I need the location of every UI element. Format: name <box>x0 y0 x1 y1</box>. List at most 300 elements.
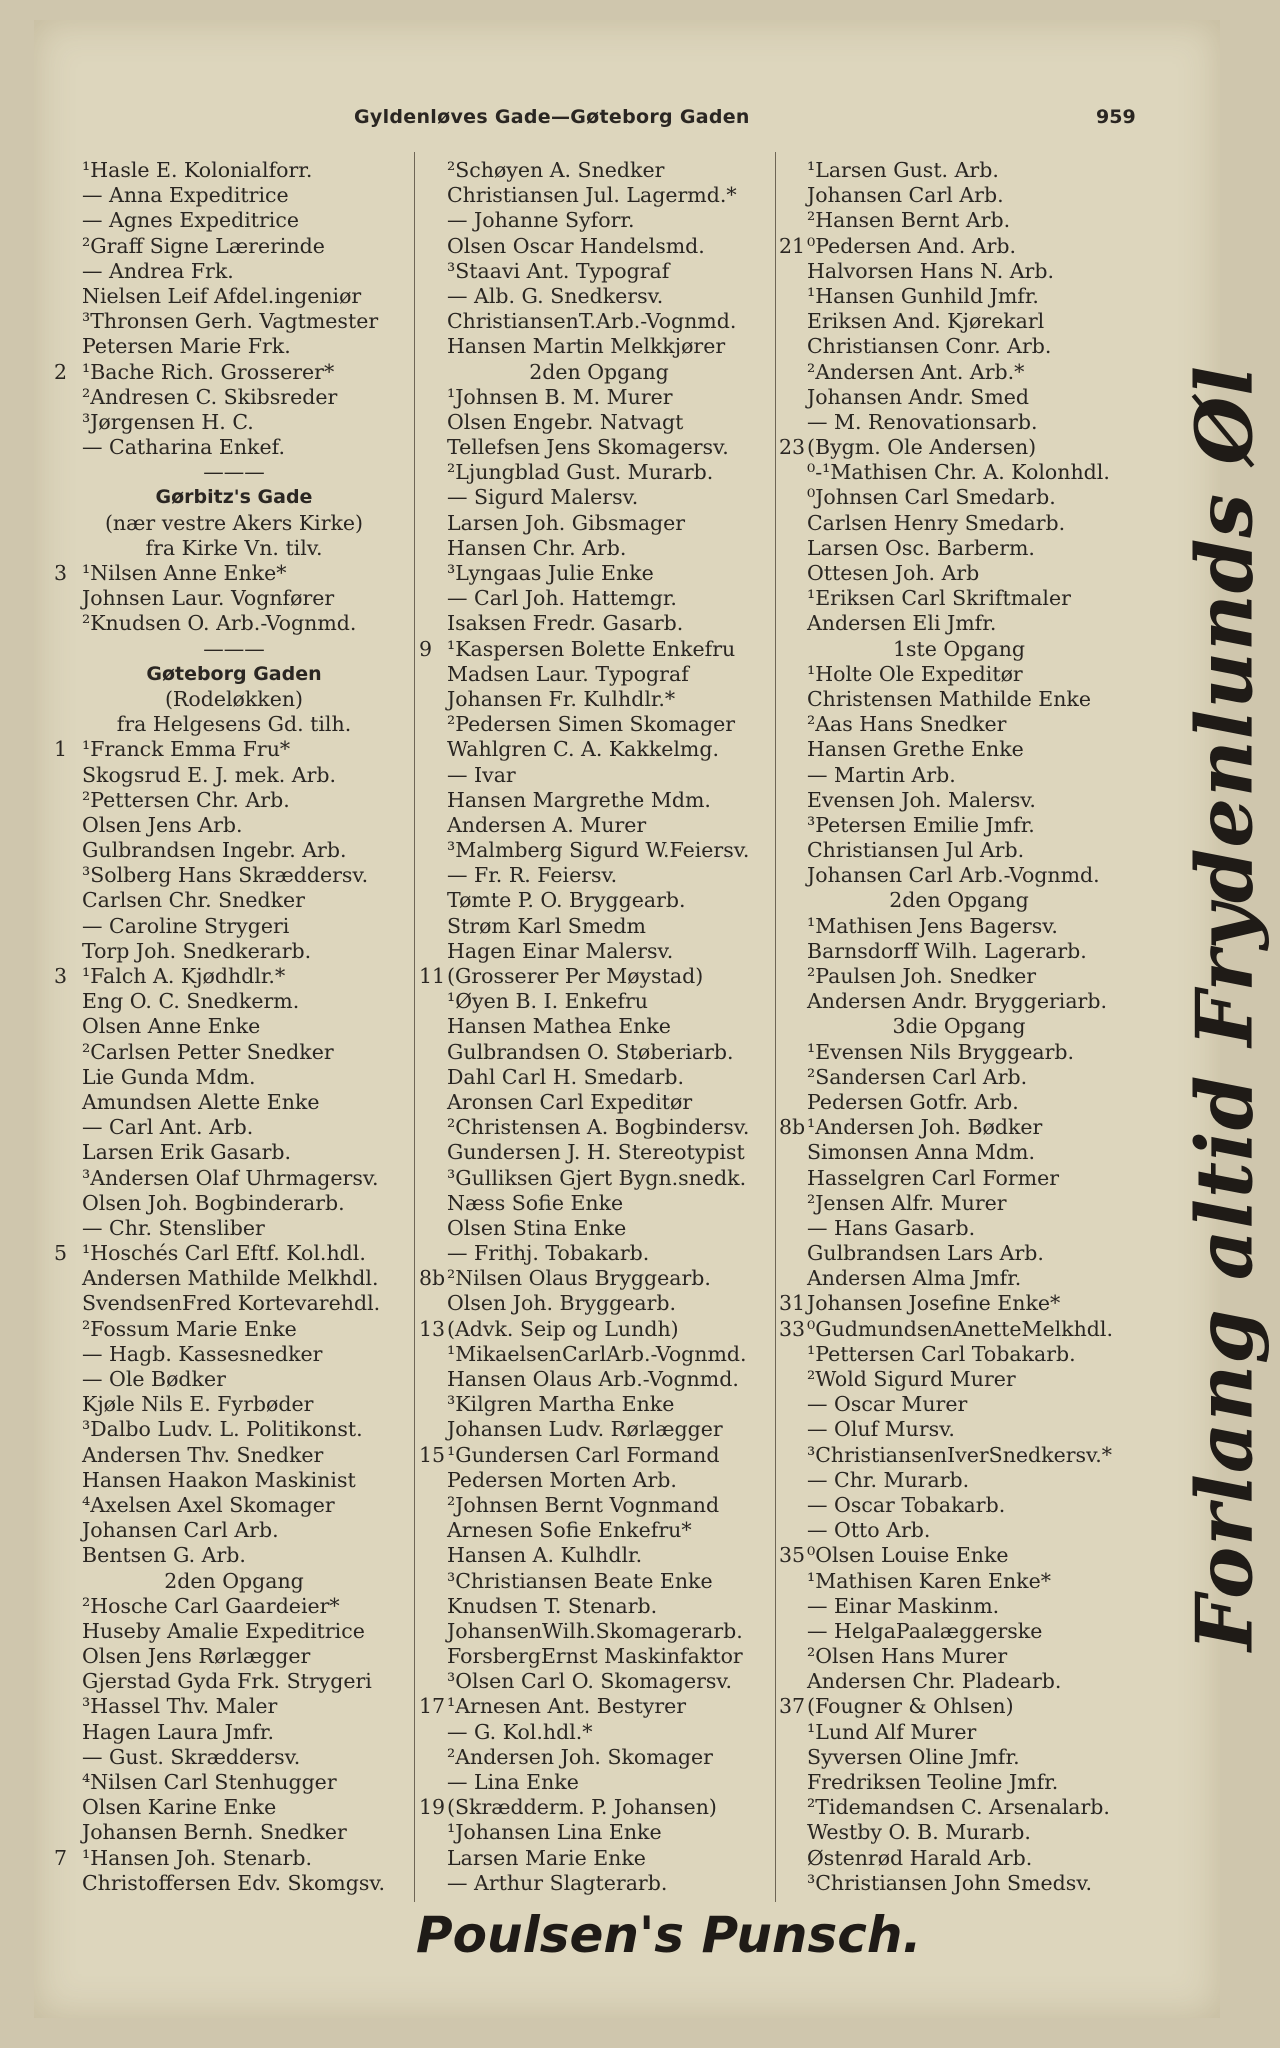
column-divider <box>414 152 415 1902</box>
directory-entry <box>419 939 779 964</box>
directory-entry <box>54 1720 414 1745</box>
resident-entry: Christensen Mathilde Enke <box>807 686 1091 711</box>
directory-entry <box>54 1317 414 1342</box>
directory-entry <box>419 611 779 636</box>
directory-entry <box>419 838 779 863</box>
page-header <box>34 82 1220 128</box>
directory-entry <box>54 1090 414 1115</box>
resident-entry: Christiansen Jul Arb. <box>807 838 1025 863</box>
directory-entry <box>779 1720 1139 1745</box>
directory-column-1 <box>54 158 414 1910</box>
directory-entry <box>419 385 779 410</box>
resident-entry: ¹Larsen Gust. Arb. <box>807 158 999 182</box>
directory-entry <box>779 637 1139 662</box>
directory-entry <box>779 1317 1139 1342</box>
resident-entry: (Fougner & Ohlsen) <box>807 1694 1014 1719</box>
resident-entry: ³Gulliksen Gjert Bygn.snedk. <box>447 1165 747 1190</box>
resident-entry: ²Fossum Marie Enke <box>82 1316 297 1341</box>
resident-entry: Olsen Joh. Bryggearb. <box>447 1291 677 1316</box>
directory-entry <box>54 637 414 662</box>
directory-entry <box>779 1443 1139 1468</box>
page-number: 959 <box>1096 106 1136 128</box>
resident-entry: Olsen Jens Arb. <box>82 812 243 837</box>
resident-entry: Olsen Engebr. Natvagt <box>447 409 684 434</box>
resident-entry: Gulbrandsen Lars Arb. <box>807 1241 1044 1266</box>
resident-entry: ¹Evensen Nils Bryggearb. <box>807 1039 1075 1064</box>
resident-entry: Amundsen Alette Enke <box>82 1089 320 1114</box>
resident-entry: Christoffersen Edv. Skomgsv. <box>82 1870 386 1895</box>
directory-entry <box>779 1820 1139 1845</box>
resident-entry: ForsbergErnst Maskinfaktor <box>447 1644 743 1669</box>
directory-entry <box>54 1266 414 1291</box>
resident-entry: Knudsen T. Stenarb. <box>447 1593 658 1618</box>
directory-entry <box>419 1342 779 1367</box>
resident-entry: Petersen Marie Frk. <box>82 334 291 359</box>
directory-entry <box>54 1644 414 1669</box>
directory-entry <box>54 687 414 712</box>
resident-entry: Johansen Fr. Kulhdlr.* <box>447 686 676 711</box>
resident-entry: ¹Johansen Lina Enke <box>447 1820 662 1845</box>
directory-entry <box>54 1191 414 1216</box>
resident-entry: Hansen A. Kulhdlr. <box>447 1543 643 1568</box>
resident-entry: — Frithj. Tobakarb. <box>447 1241 650 1266</box>
directory-entry <box>419 637 779 662</box>
directory-entry <box>54 813 414 838</box>
resident-entry: Eng O. C. Snedkerm. <box>82 989 300 1014</box>
resident-entry: Torp Joh. Snedkerarb. <box>82 938 312 963</box>
directory-entry <box>419 1720 779 1745</box>
resident-entry: Pedersen Morten Arb. <box>447 1467 677 1492</box>
resident-entry: ¹Arnesen Ant. Bestyrer <box>447 1694 687 1719</box>
directory-entry <box>54 1443 414 1468</box>
house-number: 19 <box>419 1795 446 1820</box>
section-label: (nær vestre Akers Kirke) <box>104 510 364 535</box>
house-number: 31 <box>779 1291 806 1316</box>
directory-entry <box>419 460 779 485</box>
directory-entry <box>419 1241 779 1266</box>
house-number: 9 <box>419 636 433 661</box>
resident-entry: ¹Hasle E. Kolonialforr. <box>82 158 313 182</box>
resident-entry: ⁴Nilsen Carl Stenhugger <box>82 1770 337 1794</box>
directory-entry <box>779 1014 1139 1039</box>
resident-entry: Andersen Chr. Pladearb. <box>807 1669 1062 1694</box>
directory-entry <box>779 1871 1139 1896</box>
directory-entry <box>54 1342 414 1367</box>
resident-entry: — Lina Enke <box>447 1770 579 1794</box>
directory-entry <box>54 1795 414 1820</box>
directory-entry <box>419 1191 779 1216</box>
resident-entry: Johnsen Laur. Vognfører <box>82 586 335 611</box>
resident-entry: Eriksen And. Kjørekarl <box>807 309 1045 334</box>
directory-entry <box>779 737 1139 762</box>
directory-entry <box>779 687 1139 712</box>
directory-entry <box>54 536 414 561</box>
resident-entry: ¹Eriksen Carl Skriftmaler <box>807 586 1071 611</box>
directory-entry <box>419 1216 779 1241</box>
directory-entry <box>54 158 414 183</box>
directory-entry <box>779 788 1139 813</box>
directory-entry <box>54 334 414 359</box>
house-number: 11 <box>419 964 446 988</box>
section-label: 2den Opgang <box>164 1568 304 1593</box>
resident-entry: — Anna Expeditrice <box>82 183 289 208</box>
directory-entry <box>54 1518 414 1543</box>
resident-entry: Aronsen Carl Expeditør <box>447 1089 693 1114</box>
house-number: 2 <box>54 359 68 384</box>
resident-entry: Olsen Stina Enke <box>447 1215 627 1240</box>
resident-entry: ⁰GudmundsenAnetteMelkhdl. <box>807 1316 1113 1341</box>
resident-entry: — Chr. Murarb. <box>807 1467 970 1492</box>
resident-entry: ³Staavi Ant. Typograf <box>447 258 670 283</box>
directory-entry <box>54 561 414 586</box>
street-heading: Gøteborg Gaden <box>146 662 322 685</box>
directory-entry <box>54 1291 414 1316</box>
directory-entry <box>419 914 779 939</box>
resident-entry: Ottesen Joh. Arb <box>807 561 980 585</box>
directory-entry <box>779 1493 1139 1518</box>
directory-entry <box>419 1392 779 1417</box>
section-label: 3die Opgang <box>892 1014 1026 1039</box>
directory-entry <box>54 611 414 636</box>
directory-entry <box>54 1115 414 1140</box>
directory-entry <box>419 1820 779 1845</box>
directory-entry <box>779 1166 1139 1191</box>
directory-entry <box>54 737 414 762</box>
directory-entry <box>54 1770 414 1795</box>
directory-entry <box>54 763 414 788</box>
directory-entry <box>779 712 1139 737</box>
section-label: ——— <box>203 636 265 661</box>
directory-entry <box>419 763 779 788</box>
resident-entry: — Otto Arb. <box>807 1518 931 1543</box>
resident-entry: ¹Mathisen Karen Enke* <box>807 1568 1051 1593</box>
resident-entry: Olsen Anne Enke <box>82 1014 261 1039</box>
directory-entry <box>419 788 779 813</box>
street-range-title: Gyldenløves Gade—Gøteborg Gaden <box>354 106 750 128</box>
resident-entry: Olsen Joh. Bogbinderarb. <box>82 1190 345 1215</box>
resident-entry: Olsen Karine Enke <box>82 1795 277 1820</box>
directory-entry <box>419 863 779 888</box>
directory-entry <box>419 309 779 334</box>
resident-entry: ²Pettersen Chr. Arb. <box>82 787 290 812</box>
directory-entry <box>779 1619 1139 1644</box>
resident-entry: Simonsen Anna Mdm. <box>807 1140 1035 1165</box>
directory-entry <box>419 1065 779 1090</box>
house-number: 3 <box>54 561 68 585</box>
house-number: 3 <box>54 964 68 988</box>
resident-entry: ¹Holte Ole Expeditør <box>807 661 1023 686</box>
resident-entry: — Oluf Mursv. <box>807 1417 955 1442</box>
directory-entry <box>54 410 414 435</box>
section-label: fra Kirke Vn. tilv. <box>145 535 323 560</box>
resident-entry: Gulbrandsen Ingebr. Arb. <box>82 838 347 863</box>
directory-entry <box>54 208 414 233</box>
directory-entry <box>779 1569 1139 1594</box>
resident-entry: Christiansen Conr. Arb. <box>807 334 1052 359</box>
directory-entry <box>419 1014 779 1039</box>
directory-entry <box>54 838 414 863</box>
resident-entry: (Grosserer Per Møystad) <box>447 964 704 988</box>
directory-entry <box>54 485 414 510</box>
frydenlunds-ad-text: Forlang altid Frydenlunds Øl <box>1179 365 1271 1651</box>
resident-entry: ²Christensen A. Bogbindersv. <box>447 1115 750 1140</box>
resident-entry: ¹Gundersen Carl Formand <box>447 1442 720 1467</box>
resident-entry: ¹Johnsen B. M. Murer <box>447 384 673 409</box>
resident-entry: ²Hosche Carl Gaardeier* <box>82 1593 340 1618</box>
directory-entry <box>54 1468 414 1493</box>
directory-entry <box>779 1392 1139 1417</box>
directory-entry <box>54 234 414 259</box>
directory-entry <box>419 1569 779 1594</box>
resident-entry: Johansen Carl Arb. <box>807 183 1004 208</box>
house-number: 35 <box>779 1543 806 1568</box>
resident-entry: ³Solberg Hans Skræddersv. <box>82 863 369 888</box>
resident-entry: ²Ljungblad Gust. Murarb. <box>447 460 714 485</box>
directory-entry <box>779 158 1139 183</box>
directory-entry <box>779 1241 1139 1266</box>
resident-entry: ²Nilsen Olaus Bryggearb. <box>447 1266 711 1291</box>
resident-entry: Wahlgren C. A. Kakkelmg. <box>447 737 720 762</box>
directory-entry <box>419 1594 779 1619</box>
resident-entry: Østenrød Harald Arb. <box>807 1845 1033 1870</box>
resident-entry: Gulbrandsen O. Støberiarb. <box>447 1039 734 1064</box>
resident-entry: Hansen Margrethe Mdm. <box>447 787 711 812</box>
directory-entry <box>419 1770 779 1795</box>
directory-entry <box>779 410 1139 435</box>
resident-entry: ¹Nilsen Anne Enke* <box>82 561 287 585</box>
directory-entry <box>779 611 1139 636</box>
directory-entry <box>54 1820 414 1845</box>
resident-entry: ⁰Olsen Louise Enke <box>807 1543 1009 1568</box>
resident-entry: Hansen Olaus Arb.-Vognmd. <box>447 1367 739 1391</box>
resident-entry: Hansen Haakon Maskinist <box>82 1467 356 1492</box>
resident-entry: Isaksen Fredr. Gasarb. <box>447 611 684 636</box>
directory-entry <box>779 1417 1139 1442</box>
resident-entry: Hasselgren Carl Former <box>807 1165 1059 1190</box>
resident-entry: ¹Andersen Joh. Bødker <box>807 1115 1043 1140</box>
house-number: 21 <box>779 233 806 258</box>
resident-entry: — Chr. Stensliber <box>82 1215 265 1240</box>
resident-entry: Nielsen Leif Afdel.ingeniør <box>82 283 362 308</box>
directory-entry <box>54 1014 414 1039</box>
resident-entry: Pedersen Gotfr. Arb. <box>807 1089 1019 1114</box>
resident-entry: — HelgaPaalæggerske <box>807 1618 1043 1643</box>
directory-entry <box>54 284 414 309</box>
resident-entry: Lie Gunda Mdm. <box>82 1064 256 1089</box>
resident-entry: ³Hassel Thv. Maler <box>82 1694 278 1719</box>
resident-entry: ⁴Axelsen Axel Skomager <box>82 1492 335 1517</box>
resident-entry: — Catharina Enkef. <box>82 435 285 460</box>
resident-entry: ³Petersen Emilie Jmfr. <box>807 812 1035 837</box>
resident-entry: Christiansen Jul. Lagermd.* <box>447 183 737 208</box>
resident-entry: ³Thronsen Gerh. Vagtmester <box>82 309 379 334</box>
resident-entry: ³Andersen Olaf Uhrmagersv. <box>82 1165 379 1190</box>
directory-entry <box>419 737 779 762</box>
directory-entry <box>419 1669 779 1694</box>
house-number: 17 <box>419 1694 446 1719</box>
directory-entry <box>419 1644 779 1669</box>
directory-entry <box>54 1241 414 1266</box>
bottom-advertisement: Poulsen's Punsch. <box>416 1906 922 1964</box>
directory-entry <box>779 259 1139 284</box>
resident-entry: ²Wold Sigurd Murer <box>807 1367 1016 1391</box>
house-number: 33 <box>779 1316 806 1341</box>
directory-entry <box>779 1543 1139 1568</box>
section-label: 2den Opgang <box>889 888 1029 913</box>
directory-entry <box>779 1065 1139 1090</box>
directory-entry <box>779 1846 1139 1871</box>
house-number: 37 <box>779 1694 806 1719</box>
directory-entry <box>419 360 779 385</box>
resident-entry: Hansen Mathea Enke <box>447 1014 671 1039</box>
directory-entry <box>54 1846 414 1871</box>
directory-entry <box>419 1745 779 1770</box>
resident-entry: Kjøle Nils E. Fyrbøder <box>82 1392 314 1417</box>
resident-entry: ³Kilgren Martha Enke <box>447 1392 675 1417</box>
resident-entry: ¹Hansen Joh. Stenarb. <box>82 1845 312 1870</box>
directory-entry <box>779 536 1139 561</box>
directory-entry <box>779 1216 1139 1241</box>
section-label: 2den Opgang <box>529 359 669 384</box>
resident-entry: ²Aas Hans Snedker <box>807 712 1007 737</box>
resident-entry: — Oscar Tobakarb. <box>807 1492 1006 1517</box>
section-label: (Rodeløkken) <box>164 686 304 711</box>
resident-entry: — Hagb. Kassesnedker <box>82 1341 323 1366</box>
resident-entry: ³Christiansen Beate Enke <box>447 1568 713 1593</box>
directory-entry <box>419 1871 779 1896</box>
resident-entry: ²Graff Signe Lærerinde <box>82 233 325 258</box>
directory-entry <box>779 863 1139 888</box>
directory-entry <box>54 1594 414 1619</box>
resident-entry: Skogsrud E. J. mek. Arb. <box>82 762 337 787</box>
resident-entry: Gjerstad Gyda Frk. Strygeri <box>82 1669 372 1694</box>
resident-entry: Larsen Osc. Barberm. <box>807 535 1035 560</box>
directory-entry <box>779 183 1139 208</box>
resident-entry: — Carl Ant. Arb. <box>82 1115 254 1140</box>
resident-entry: — Ole Bødker <box>82 1367 226 1391</box>
directory-entry <box>419 1291 779 1316</box>
directory-entry <box>779 435 1139 460</box>
directory-entry <box>419 989 779 1014</box>
resident-entry: — Martin Arb. <box>807 762 956 787</box>
resident-entry: ⁰Pedersen And. Arb. <box>807 233 1017 258</box>
resident-entry: ³ChristiansenIverSnedkersv.* <box>807 1442 1112 1467</box>
directory-entry <box>419 687 779 712</box>
resident-entry: ¹Mathisen Jens Bagersv. <box>807 913 1058 938</box>
directory-entry <box>779 234 1139 259</box>
directory-column-2 <box>419 158 779 1910</box>
directory-entry <box>54 1216 414 1241</box>
directory-entry <box>419 1795 779 1820</box>
resident-entry: ³Olsen Carl O. Skomagersv. <box>447 1669 733 1694</box>
resident-entry: ²Johnsen Bernt Vognmand <box>447 1492 720 1517</box>
directory-entry <box>419 1040 779 1065</box>
resident-entry: Hagen Einar Malersv. <box>447 938 674 963</box>
directory-entry <box>54 964 414 989</box>
house-number: 23 <box>779 435 806 460</box>
directory-entry <box>779 964 1139 989</box>
directory-entry <box>54 989 414 1014</box>
house-number: 8b <box>419 1266 446 1291</box>
resident-entry: ²Hansen Bernt Arb. <box>807 208 1011 233</box>
directory-entry <box>419 1694 779 1719</box>
directory-entry <box>779 1367 1139 1392</box>
directory-entry <box>419 511 779 536</box>
house-number: 5 <box>54 1241 68 1266</box>
directory-entry <box>779 309 1139 334</box>
resident-entry: Huseby Amalie Expeditrice <box>82 1618 365 1643</box>
resident-entry: ²Sandersen Carl Arb. <box>807 1064 1028 1089</box>
directory-entry <box>419 964 779 989</box>
resident-entry: Madsen Laur. Typograf <box>447 661 689 686</box>
directory-entry <box>419 712 779 737</box>
resident-entry: Tømte P. O. Bryggearb. <box>447 888 686 913</box>
directory-entry <box>779 1468 1139 1493</box>
directory-entry <box>54 435 414 460</box>
resident-entry: — G. Kol.hdl.* <box>447 1719 593 1744</box>
directory-entry <box>54 788 414 813</box>
directory-entry <box>54 1493 414 1518</box>
directory-entry <box>54 460 414 485</box>
directory-entry <box>419 259 779 284</box>
directory-entry <box>54 1669 414 1694</box>
resident-entry: Larsen Marie Enke <box>447 1845 646 1870</box>
directory-entry <box>419 334 779 359</box>
resident-entry: — Einar Maskinm. <box>807 1593 1000 1618</box>
resident-entry: ⁰Johnsen Carl Smedarb. <box>807 485 1056 510</box>
directory-entry <box>419 410 779 435</box>
directory-entry <box>54 1065 414 1090</box>
resident-entry: Gundersen J. H. Stereotypist <box>447 1140 745 1165</box>
directory-entry <box>54 1166 414 1191</box>
directory-entry <box>54 1392 414 1417</box>
directory-entry <box>419 813 779 838</box>
resident-entry: ³Malmberg Sigurd W.Feiersv. <box>447 838 750 863</box>
resident-entry: Andersen Alma Jmfr. <box>807 1266 1022 1291</box>
directory-entry <box>419 284 779 309</box>
resident-entry: Strøm Karl Smedm <box>447 913 646 938</box>
directory-entry <box>779 1090 1139 1115</box>
resident-entry: ¹MikaelsenCarlArb.-Vognmd. <box>447 1341 747 1366</box>
directory-entry <box>419 435 779 460</box>
directory-entry <box>779 485 1139 510</box>
resident-entry: — Johanne Syforr. <box>447 208 635 233</box>
resident-entry: Johansen Ludv. Rørlægger <box>447 1417 723 1442</box>
house-number: 13 <box>419 1316 446 1341</box>
resident-entry: ³Lyngaas Julie Enke <box>447 561 654 585</box>
resident-entry: ¹Kaspersen Bolette Enkefru <box>447 636 736 661</box>
resident-entry: ²Schøyen A. Snedker <box>447 158 665 182</box>
resident-entry: Hansen Chr. Arb. <box>447 535 627 560</box>
directory-entry <box>419 1518 779 1543</box>
resident-entry: Bentsen G. Arb. <box>82 1543 246 1568</box>
directory-entry <box>54 259 414 284</box>
directory-entry <box>54 511 414 536</box>
directory-entry <box>419 183 779 208</box>
resident-entry: Andersen Mathilde Melkhdl. <box>82 1266 379 1291</box>
directory-entry <box>779 385 1139 410</box>
directory-entry <box>54 863 414 888</box>
resident-entry: Hansen Grethe Enke <box>807 737 1024 762</box>
resident-entry: ²Olsen Hans Murer <box>807 1644 1008 1669</box>
resident-entry: Andersen Eli Jmfr. <box>807 611 997 636</box>
resident-entry: Johansen Andr. Smed <box>807 384 1030 409</box>
directory-entry <box>54 586 414 611</box>
resident-entry: Johansen Carl Arb. <box>82 1518 279 1543</box>
resident-entry: ²Tidemandsen C. Arsenalarb. <box>807 1795 1110 1820</box>
directory-entry <box>54 1619 414 1644</box>
resident-entry: Westby O. B. Murarb. <box>807 1820 1031 1845</box>
